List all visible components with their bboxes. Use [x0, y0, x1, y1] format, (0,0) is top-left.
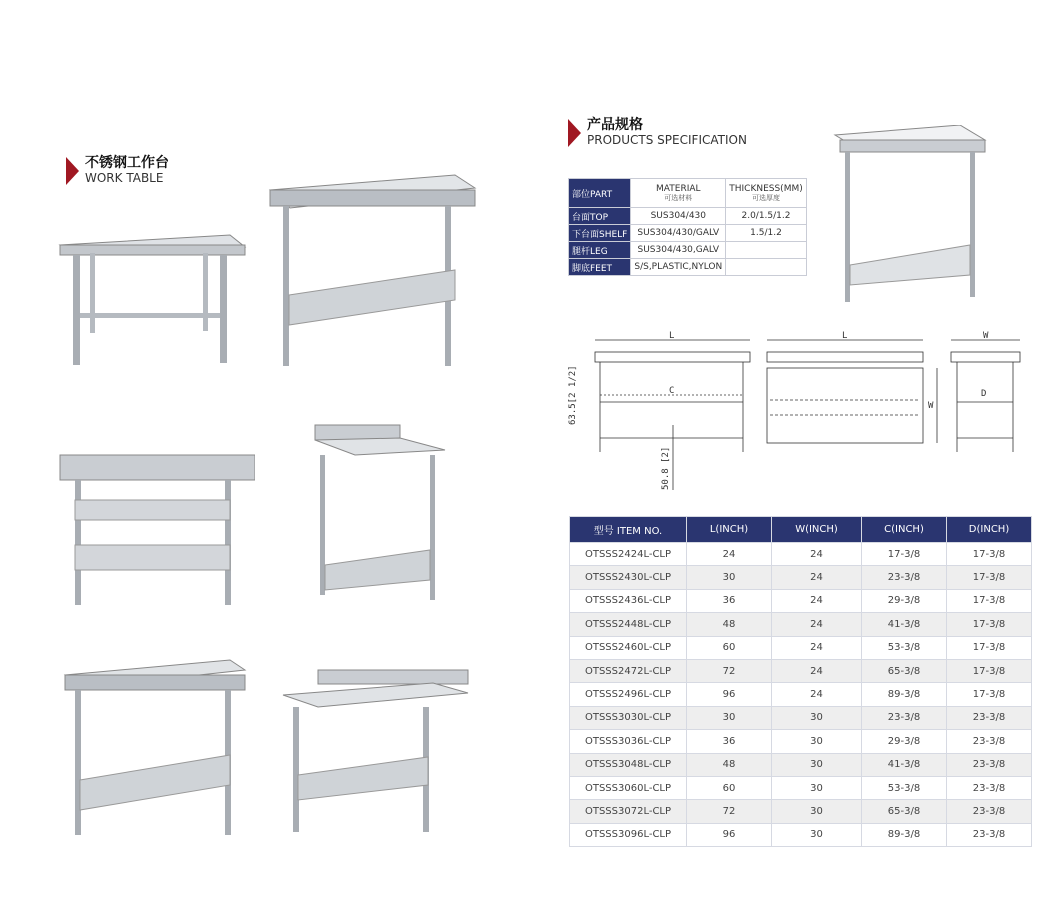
cell-c: 53-3/8 [862, 776, 947, 799]
work-table-heading [66, 155, 169, 186]
col-l: L(INCH) [687, 517, 772, 543]
header-material-text: MATERIAL [656, 183, 701, 194]
cell-l: 48 [687, 613, 772, 636]
header-material-sub: 可选材料 [664, 193, 693, 202]
heading-cn: 产品规格 [587, 117, 643, 133]
cell-d: 23-3/8 [947, 730, 1032, 753]
material-row [569, 225, 807, 242]
product-photo-table-rear-upstand [278, 665, 473, 835]
cell-l: 60 [687, 776, 772, 799]
cell-item: OTSSS3072L-CLP [570, 800, 687, 823]
cell-w: 24 [772, 659, 862, 682]
cell-part: 脚底FEET [569, 259, 631, 276]
cell-item: OTSSS2436L-CLP [570, 589, 687, 612]
header-thickness [726, 179, 807, 208]
label-foot: 50.8 [2] [661, 446, 671, 490]
heading-cn: 不锈钢工作台 [85, 155, 169, 171]
technical-drawing [555, 330, 1025, 495]
col-c: C(INCH) [862, 517, 947, 543]
col-d: D(INCH) [947, 517, 1032, 543]
product-photo-table-shelf [60, 655, 250, 840]
cell-c: 23-3/8 [862, 706, 947, 729]
cell-item: OTSSS2424L-CLP [570, 543, 687, 566]
label-c: C [669, 386, 675, 396]
table-row [570, 636, 1032, 659]
cell-item: OTSSS3036L-CLP [570, 730, 687, 753]
cell-w: 30 [772, 776, 862, 799]
col-item-no: 型号 ITEM NO. [570, 517, 687, 543]
cell-item: OTSSS2496L-CLP [570, 683, 687, 706]
cell-l: 96 [687, 823, 772, 846]
product-photo-table-double-shelf [55, 450, 255, 610]
cell-c: 41-3/8 [862, 753, 947, 776]
cell-c: 17-3/8 [862, 543, 947, 566]
table-row [570, 613, 1032, 636]
cell-c: 41-3/8 [862, 613, 947, 636]
heading-marker [66, 157, 79, 185]
top-view-frame [767, 368, 923, 443]
cell-material: SUS304/430/GALV [631, 225, 726, 242]
cell-w: 30 [772, 730, 862, 753]
table-row [570, 753, 1032, 776]
heading-en: PRODUCTS SPECIFICATION [587, 133, 747, 147]
product-photo-spec-table [830, 125, 990, 310]
table-row [570, 730, 1032, 753]
cell-l: 36 [687, 589, 772, 612]
header-thickness-sub: 可选厚度 [751, 193, 780, 202]
label-l-front: L [669, 331, 675, 341]
label-height: 63.5[2 1/2] [568, 365, 578, 425]
cell-d: 23-3/8 [947, 776, 1032, 799]
cell-c: 89-3/8 [862, 683, 947, 706]
cell-part: 下台面SHELF [569, 225, 631, 242]
table-row [570, 589, 1032, 612]
label-d: D [981, 389, 987, 399]
material-table-header [569, 179, 807, 208]
cell-w: 30 [772, 800, 862, 823]
cell-item: OTSSS3030L-CLP [570, 706, 687, 729]
cell-material: SUS304/430 [631, 208, 726, 225]
cell-thickness: 1.5/1.2 [726, 225, 807, 242]
cell-l: 24 [687, 543, 772, 566]
table-row [570, 566, 1032, 589]
cell-l: 72 [687, 800, 772, 823]
header-part: 部位PART [569, 179, 631, 208]
cell-l: 30 [687, 566, 772, 589]
dimensions-header-row [570, 517, 1032, 543]
product-photo-table-frame [55, 225, 250, 370]
material-table [568, 178, 807, 276]
cell-part: 台面TOP [569, 208, 631, 225]
cell-w: 24 [772, 566, 862, 589]
spec-heading [568, 117, 747, 148]
header-thickness-text: THICKNESS(MM) [729, 183, 803, 194]
cell-item: OTSSS2472L-CLP [570, 659, 687, 682]
cell-thickness: 2.0/1.5/1.2 [726, 208, 807, 225]
material-row [569, 208, 807, 225]
cell-c: 23-3/8 [862, 566, 947, 589]
cell-c: 89-3/8 [862, 823, 947, 846]
heading-marker [568, 119, 581, 147]
col-w: W(INCH) [772, 517, 862, 543]
heading-en: WORK TABLE [85, 171, 164, 185]
cell-l: 36 [687, 730, 772, 753]
label-l-top: L [842, 331, 848, 341]
table-row [570, 706, 1032, 729]
cell-item: OTSSS3048L-CLP [570, 753, 687, 776]
cell-w: 30 [772, 706, 862, 729]
cell-thickness [726, 242, 807, 259]
front-top [595, 352, 750, 362]
cell-l: 96 [687, 683, 772, 706]
label-w-top: W [928, 401, 934, 411]
cell-c: 65-3/8 [862, 659, 947, 682]
cell-c: 53-3/8 [862, 636, 947, 659]
cell-d: 17-3/8 [947, 566, 1032, 589]
cell-w: 24 [772, 589, 862, 612]
material-row [569, 242, 807, 259]
cell-c: 29-3/8 [862, 730, 947, 753]
cell-material: SUS304/430,GALV [631, 242, 726, 259]
cell-w: 24 [772, 683, 862, 706]
cell-d: 23-3/8 [947, 706, 1032, 729]
table-row [570, 683, 1032, 706]
dimensions-table [569, 516, 1032, 847]
cell-d: 17-3/8 [947, 683, 1032, 706]
table-row [570, 543, 1032, 566]
cell-w: 24 [772, 543, 862, 566]
cell-w: 24 [772, 613, 862, 636]
header-material [631, 179, 726, 208]
cell-w: 30 [772, 753, 862, 776]
cell-l: 72 [687, 659, 772, 682]
cell-item: OTSSS2430L-CLP [570, 566, 687, 589]
cell-d: 17-3/8 [947, 543, 1032, 566]
cell-item: OTSSS3096L-CLP [570, 823, 687, 846]
cell-d: 23-3/8 [947, 823, 1032, 846]
table-row [570, 800, 1032, 823]
cell-d: 17-3/8 [947, 589, 1032, 612]
cell-material: S/S,PLASTIC,NYLON [631, 259, 726, 276]
table-row [570, 659, 1032, 682]
material-row [569, 259, 807, 276]
cell-item: OTSSS2460L-CLP [570, 636, 687, 659]
cell-thickness [726, 259, 807, 276]
cell-l: 30 [687, 706, 772, 729]
cell-l: 48 [687, 753, 772, 776]
table-row [570, 823, 1032, 846]
cell-d: 23-3/8 [947, 753, 1032, 776]
cell-d: 17-3/8 [947, 613, 1032, 636]
cell-item: OTSSS2448L-CLP [570, 613, 687, 636]
side-top [951, 352, 1020, 362]
cell-l: 60 [687, 636, 772, 659]
table-row [570, 776, 1032, 799]
cell-c: 29-3/8 [862, 589, 947, 612]
cell-item: OTSSS3060L-CLP [570, 776, 687, 799]
label-w-side: W [983, 331, 989, 341]
cell-d: 23-3/8 [947, 800, 1032, 823]
cell-w: 24 [772, 636, 862, 659]
cell-d: 17-3/8 [947, 659, 1032, 682]
product-photo-table-undershelf [265, 170, 480, 375]
product-photo-table-backsplash [305, 420, 450, 605]
cell-w: 30 [772, 823, 862, 846]
top-view-edge [767, 352, 923, 362]
cell-d: 17-3/8 [947, 636, 1032, 659]
cell-c: 65-3/8 [862, 800, 947, 823]
cell-part: 腿杆LEG [569, 242, 631, 259]
